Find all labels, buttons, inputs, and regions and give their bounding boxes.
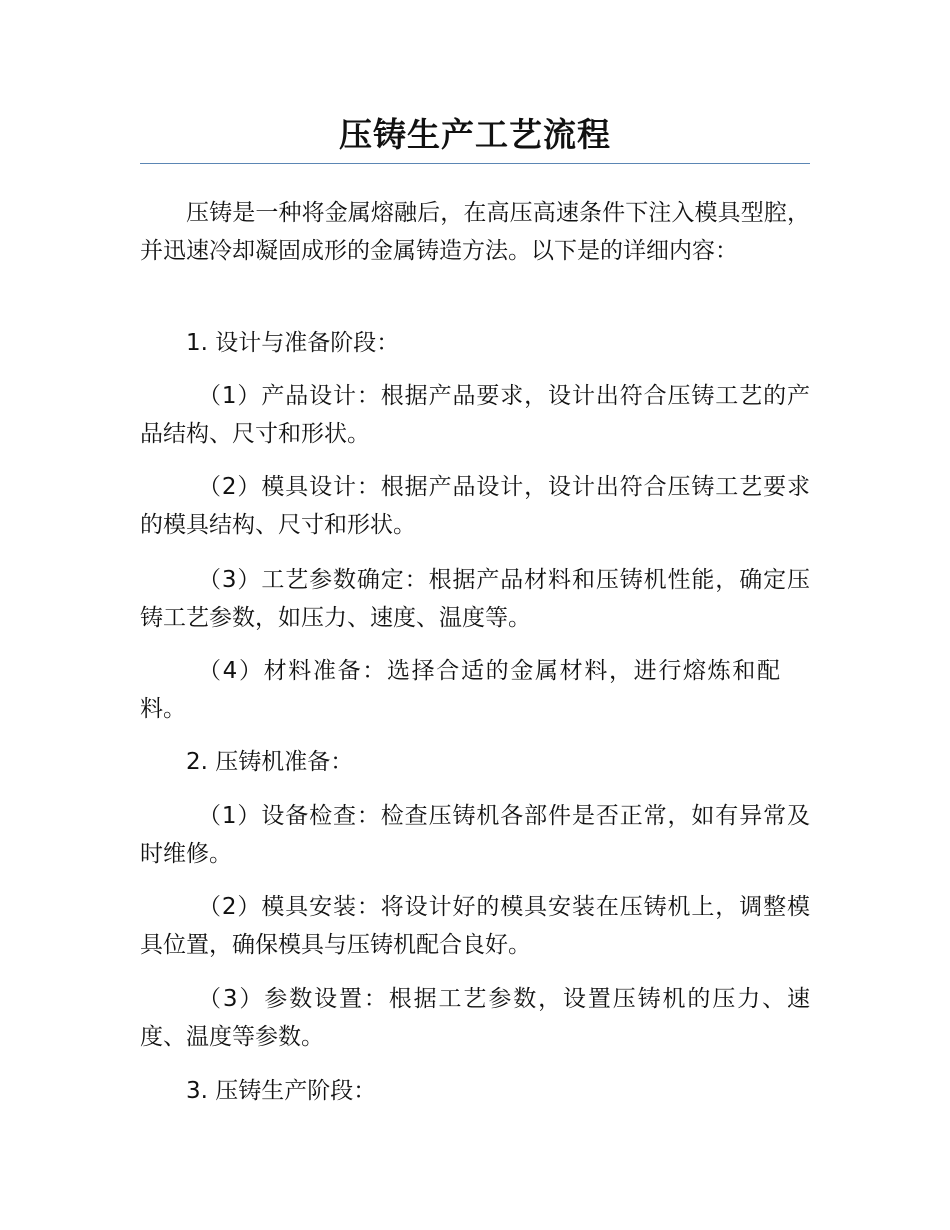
section-3-heading: 3. 压铸生产阶段： [186, 1078, 377, 1104]
section-1-item-1: （1）产品设计：根据产品要求，设计出符合压铸工艺的产品结构、尺寸和形状。 [140, 383, 810, 447]
intro-paragraph: 压铸是一种将金属熔融后，在高压高速条件下注入模具型腔，并迅速冷却凝固成形的金属铸造方法。以下是的详细内容： [140, 200, 810, 264]
section-2-item-2: （2）模具安装：将设计好的模具安装在压铸机上，调整模具位置，确保模具与压铸机配合良好。 [140, 894, 810, 958]
section-2-item-3: （3）参数设置：根据工艺参数，设置压铸机的压力、速度、温度等参数。 [140, 986, 810, 1050]
section-2-heading: 2. 压铸机准备： [186, 749, 354, 775]
section-1-item-3: （3）工艺参数确定：根据产品材料和压铸机性能，确定压铸工艺参数，如压力、速度、温度等。 [140, 567, 810, 631]
section-1-heading: 1. 设计与准备阶段： [186, 330, 400, 356]
document-title: 压铸生产工艺流程 [339, 115, 611, 154]
section-1-item-4: （4）材料准备：选择合适的金属材料，进行熔炼和配料。 [140, 658, 780, 722]
title-underline [140, 163, 810, 164]
section-2-item-1: （1）设备检查：检查压铸机各部件是否正常，如有异常及时维修。 [140, 803, 810, 867]
section-1-item-2: （2）模具设计：根据产品设计，设计出符合压铸工艺要求的模具结构、尺寸和形状。 [140, 474, 810, 538]
